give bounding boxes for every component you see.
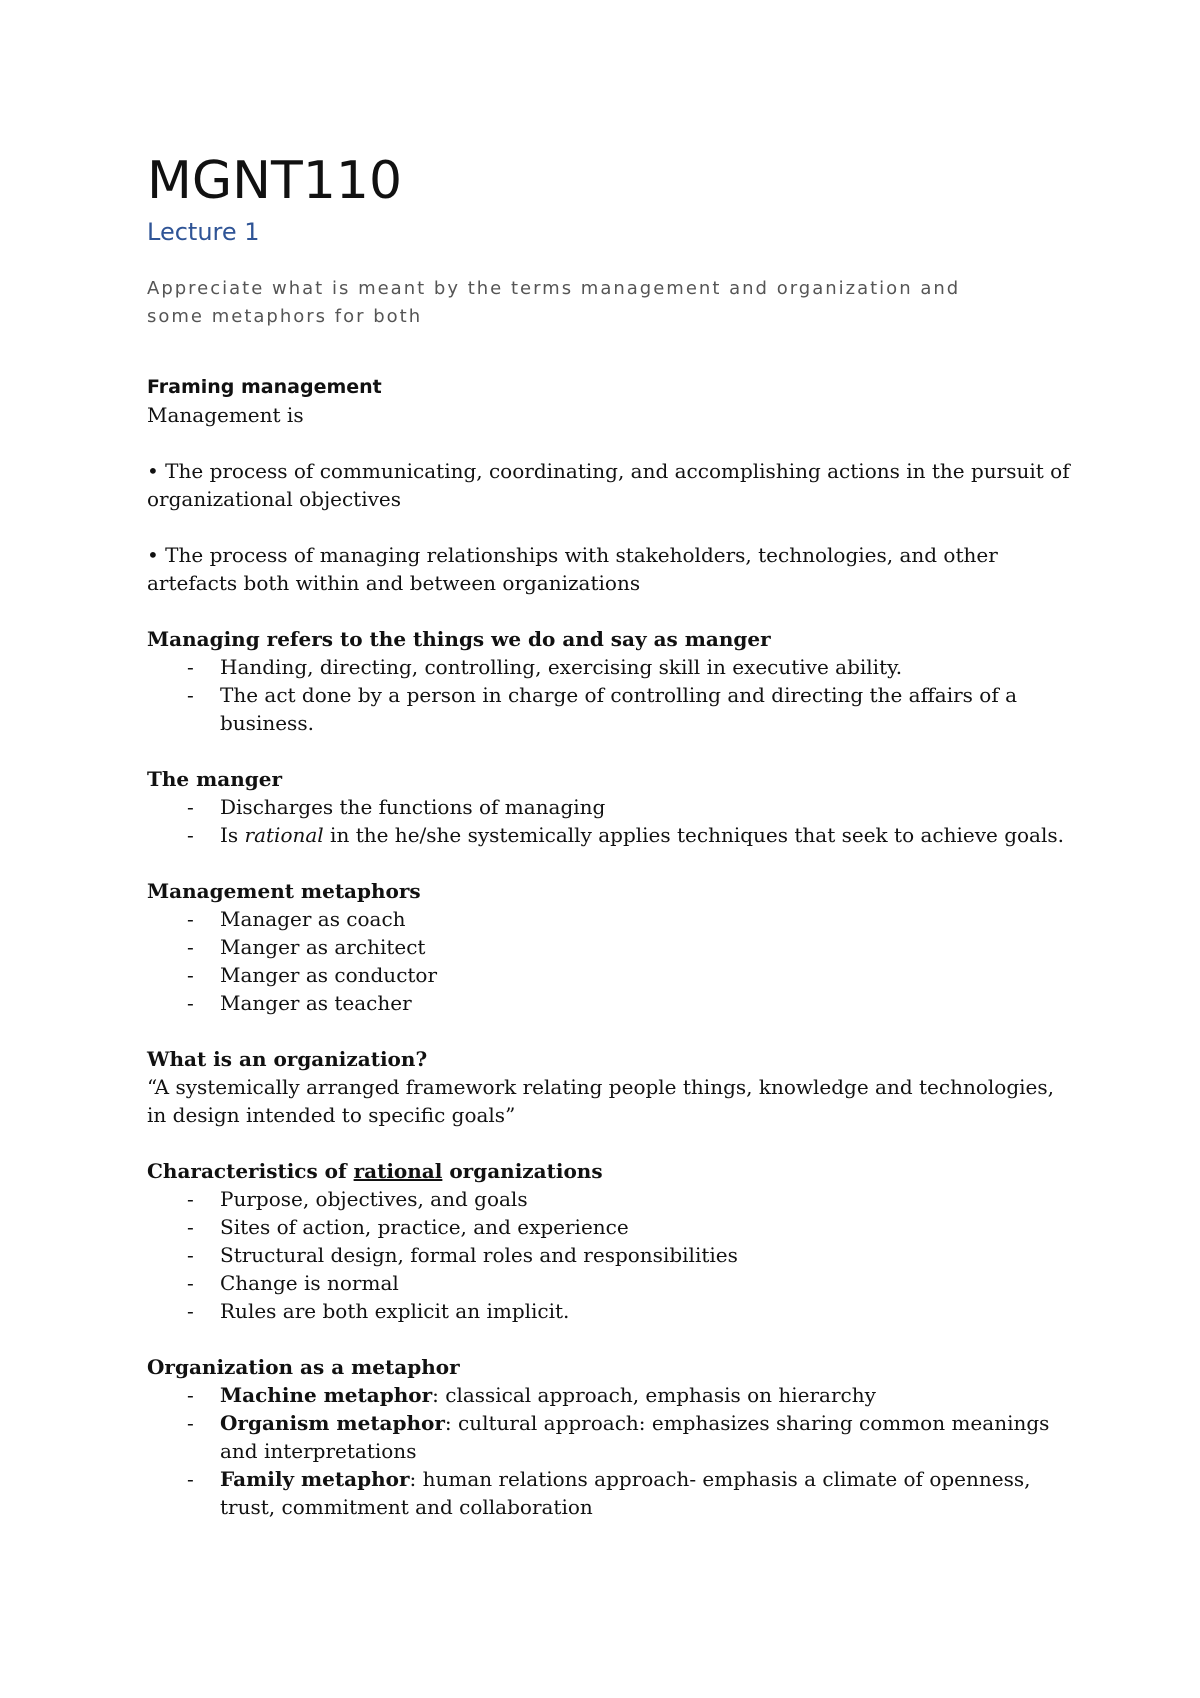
heading-text: organizations xyxy=(442,1159,603,1183)
emphasis-rational: rational xyxy=(244,823,324,847)
list-item xyxy=(147,821,1077,849)
organization-definition: “A systemically arranged framework relating people things, knowledge and technologies, in design intended to specific goals” xyxy=(147,1075,1054,1127)
framing-heading: Framing management xyxy=(147,376,382,398)
metaphor-term: Organism metaphor xyxy=(220,1411,445,1435)
metaphor-description: : human relations approach- emphasis a climate of openness, trust, commitment and collaboration xyxy=(220,1467,1031,1519)
list-item-text: Is xyxy=(220,823,245,847)
org-metaphor-list xyxy=(147,1381,1077,1521)
metaphor-term: Family metaphor xyxy=(220,1467,410,1491)
heading-text: Characteristics of xyxy=(147,1159,354,1183)
framing-bullet-1: • The process of communicating, coordinating, and accomplishing actions in the pursuit of organizational objectives xyxy=(147,459,1070,511)
characteristics-heading xyxy=(147,1157,1077,1185)
list-item: - Structural design, formal roles and responsibilities xyxy=(147,1241,1077,1269)
document-title: MGNT110 xyxy=(147,151,403,211)
organization-heading: What is an organization? xyxy=(147,1047,428,1071)
metaphors-list xyxy=(147,905,1077,1017)
list-item: - Manger as conductor xyxy=(147,961,1077,989)
manger-list xyxy=(147,793,1077,849)
list-item: - Change is normal xyxy=(147,1269,1077,1297)
list-item xyxy=(147,1409,1077,1465)
list-item: - Manger as architect xyxy=(147,933,1077,961)
managing-heading: Managing refers to the things we do and say as manger xyxy=(147,627,771,651)
list-item xyxy=(147,1381,1077,1409)
org-metaphor-heading: Organization as a metaphor xyxy=(147,1355,460,1379)
metaphor-description: : classical approach, emphasis on hierarchy xyxy=(432,1383,876,1407)
list-item: - The act done by a person in charge of controlling and directing the affairs of a business. xyxy=(147,681,1077,737)
metaphors-heading: Management metaphors xyxy=(147,879,421,903)
list-item: - Discharges the functions of managing xyxy=(147,793,1077,821)
document-content xyxy=(147,150,1077,1521)
lecture-subtitle: Lecture 1 xyxy=(147,218,260,246)
list-item xyxy=(147,1465,1077,1521)
characteristics-list xyxy=(147,1185,1077,1325)
managing-list xyxy=(147,653,1077,737)
lead-objective: Appreciate what is meant by the terms management and organization and some metaphors for both xyxy=(147,278,961,327)
list-item: - Purpose, objectives, and goals xyxy=(147,1185,1077,1213)
underlined-rational: rational xyxy=(353,1159,443,1183)
list-item: - Sites of action, practice, and experience xyxy=(147,1213,1077,1241)
manger-heading: The manger xyxy=(147,767,283,791)
framing-bullet-2: • The process of managing relationships with stakeholders, technologies, and other artefacts both within and between organizations xyxy=(147,543,998,595)
framing-intro: Management is xyxy=(147,403,304,427)
list-item: - Rules are both explicit an implicit. xyxy=(147,1297,1077,1325)
list-item: - Manager as coach xyxy=(147,905,1077,933)
list-item: - Manger as teacher xyxy=(147,989,1077,1017)
metaphor-term: Machine metaphor xyxy=(220,1383,433,1407)
metaphor-description: : cultural approach: emphasizes sharing common meanings and interpretations xyxy=(220,1411,1050,1463)
list-item: - Handing, directing, controlling, exercising skill in executive ability. xyxy=(147,653,1077,681)
list-item-text: in the he/she systemically applies techniques that seek to achieve goals. xyxy=(323,823,1064,847)
